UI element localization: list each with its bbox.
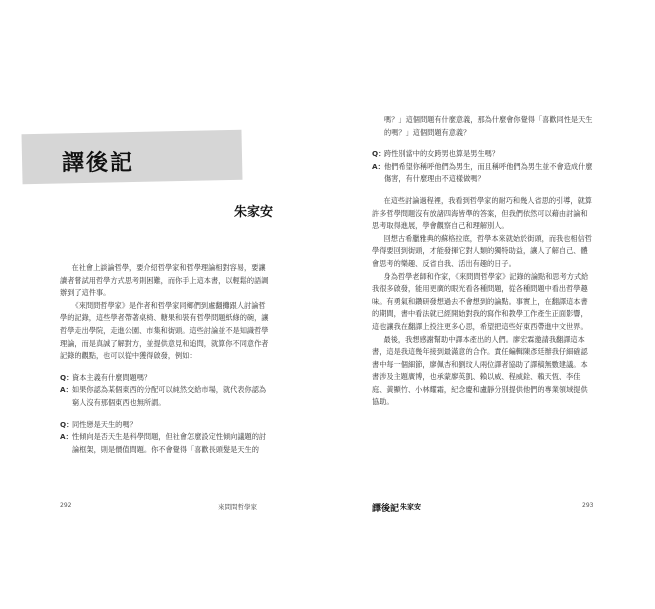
continuation-text: 嗎？」這個問題有什麼意義，那為什麼會你覺得「喜歡同性是天生的嗎？」這個問題有意義？: [384, 115, 593, 137]
question: Q： 資本主義有什麼問題嗎？: [60, 372, 152, 382]
answer: A： 如果你認為某個東西的分配可以純然交給市場，就代表你認為窮人沒有那個東西也無所謂。: [60, 385, 267, 407]
footer-chapter-logo: 譯後記: [372, 504, 400, 514]
running-head: 來問問哲學家: [218, 503, 257, 511]
paragraph: 最後，我想感謝幫助中譯本產出的人們。廖宏霖邀請我翻譯這本書，這是我這幾年接到最滿意的合作。責任編輯陳彥廷辦我仔細確認書中每一個細節，廖佩杏和劉玟人兩位譯者協助了譯稿無數建議。本書涉及主題廣博，也承蒙廖英凱、賴以威、程威銓、賴天恆、李佳庭、黃顯竹、小林耀霜，紀念慶和盧靜分別提供他們的專業領域提供協助。: [372, 334, 588, 407]
right-page: [328, 0, 655, 609]
left-body: [60, 262, 272, 456]
right-body: [372, 114, 594, 409]
left-page: [0, 0, 327, 609]
page-title: 譯後記: [62, 151, 135, 176]
question: Q： 同性戀是天生的嗎？: [60, 419, 137, 429]
paragraph: 《來問問哲學家》是作者和哲學家同鄉們到處翻攤跟人討論哲學的記錄，這些學者帶著桌椅、糖果和裝有哲學問題紙條的碗，讓哲學走出學院，走進公園、市集和街頭。這些討論並不是知識哲學理論，而是真誠了解對方，並提供意見和追問，就算你不同意作者記錄的觀點，也可以從中獲得啟發，例如：: [60, 300, 269, 361]
answer: A： 他們希望你稱呼他們為男生，而且稱呼他們為男生並不會造成什麼傷害，有什麼理由不這樣做嗎？: [372, 161, 593, 184]
page-number: 293: [582, 502, 594, 509]
footer-author: 朱家安: [400, 502, 421, 511]
answer: A： 性傾向是否天生是科學問題，但社會怎麼設定性傾向議題的討論框架，則是價值問題。你不會覺得「喜歡長頭髮是天生的: [60, 432, 267, 454]
paragraph: 在社會上談論哲學，要介紹哲學家和哲學理論相對容易，要讓讀者嘗試用哲學方式思考則困難，而你手上這本書，以輕鬆的語調辦到了這件事。: [60, 263, 269, 298]
paragraph: 身為哲學老師和作家，《來問問哲學家》記錄的論點和思考方式給我很多啟發，能用更廣的眼光看各種問題，從各種問題中看出哲學趣味。有勇氣和鑽研發想過去不會想到的論點。事實上，在翻譯這本書的期間，書中看法就已經開始對我的寫作和教學工作產生正面影響，這也讓我在翻譯上投注更多心思，希望把這些好東西帶進中文世界。: [372, 271, 589, 331]
translator-name: 朱家安: [233, 205, 273, 220]
paragraph: 在這些討論過程裡，我看到哲學家的耐巧和幾人省思的引導，就算許多哲學問題沒有放諸四海皆準的答案，但我們依然可以藉由討論和思考取得進展，學會觀察自己和理解別人。: [372, 195, 592, 231]
paragraph: 回想古希臘雅典的蘇格拉底，哲學本來就始於街頭，而我也相信哲學得要回到街頭，才能發揮它對人類的獨特助益，讓人了解自己、體會思考的樂趣、反省自我、活出有趣的日子。: [372, 233, 592, 268]
page-number: 292: [60, 502, 72, 509]
question: Q： 跨性別當中的女跨男也算是男生嗎？: [372, 149, 500, 159]
